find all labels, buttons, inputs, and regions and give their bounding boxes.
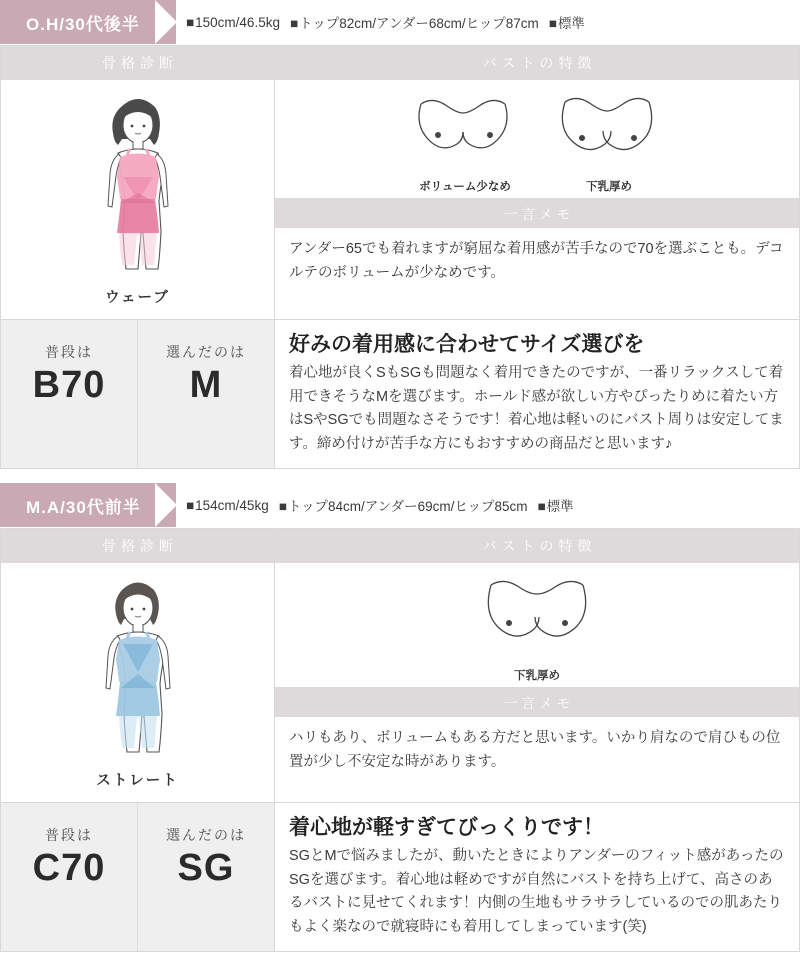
stat-text: 標準 xyxy=(546,499,574,515)
bust-illustrations xyxy=(275,563,799,687)
table-head-row xyxy=(1,46,799,80)
table-body-row xyxy=(1,80,799,319)
chosen-size-cell xyxy=(137,803,274,951)
bust-item xyxy=(405,90,525,194)
comment-box xyxy=(275,803,799,951)
bust-shape-icon xyxy=(475,573,599,665)
review-block-2 xyxy=(0,483,800,952)
stat-text: トップ82cm/アンダー68cm/ヒップ87cm xyxy=(299,16,539,31)
section-title-skeleton: 骨格診断 xyxy=(1,529,274,563)
comment-title: 好みの着用感に合わせてサイズ選びを xyxy=(289,333,645,356)
review-table xyxy=(0,528,800,952)
section-title-bust: バストの特徴 xyxy=(275,46,799,80)
bust-item xyxy=(475,573,599,683)
chosen-size-label: 選んだのは xyxy=(166,344,246,360)
stat-item xyxy=(549,12,585,32)
chosen-size-cell xyxy=(137,320,274,468)
memo-title: 一言メモ xyxy=(275,198,799,228)
stat-text: トップ84cm/アンダー69cm/ヒップ85cm xyxy=(287,499,528,515)
square-marker-icon: ■ xyxy=(537,499,546,515)
comment-text: SGとMで悩みましたが、動いたときによりアンダーのフィット感があったのSGを選びます。着心地は軽めですが自然にバストを持ち上げて、高さのあるバストに見せてくれます！内側の生地もサラサラしているのでの肌あたりもよく楽なので就寝時にも着用してしまっています(笑) xyxy=(289,848,784,935)
person-header xyxy=(0,483,800,528)
block-separator xyxy=(0,469,800,483)
chosen-size-value: M xyxy=(189,364,223,406)
usual-size-cell xyxy=(1,803,137,951)
wave-body-illustration xyxy=(63,85,213,280)
stat-text: 標準 xyxy=(557,16,585,31)
person-stats xyxy=(176,0,800,44)
bust-caption: 下乳厚め xyxy=(586,181,632,193)
bust-shape-icon xyxy=(405,90,525,176)
review-table xyxy=(0,45,800,469)
table-body-row xyxy=(1,563,799,802)
size-comment-row xyxy=(1,802,799,951)
bust-item xyxy=(549,90,669,194)
usual-size-value: C70 xyxy=(32,847,106,890)
bust-caption: ボリューム少なめ xyxy=(419,181,511,193)
bust-column xyxy=(275,529,799,563)
stat-item xyxy=(290,12,539,32)
square-marker-icon: ■ xyxy=(548,16,557,31)
body-figure-cell xyxy=(1,80,275,319)
person-header xyxy=(0,0,800,45)
usual-size-value: B70 xyxy=(32,364,106,406)
review-block-1 xyxy=(0,0,800,469)
memo-title: 一言メモ xyxy=(275,687,799,717)
square-marker-icon: ■ xyxy=(186,497,195,513)
usual-size-label: 普段は xyxy=(45,827,93,844)
memo-text: アンダー65でも着れますが窮屈な着用感が苦手なので70を選ぶことも。デコルテのボリュームが少なめです。 xyxy=(289,241,784,281)
body-figure xyxy=(1,90,274,280)
stat-text: 150cm/46.5kg xyxy=(195,14,280,30)
size-box xyxy=(1,803,275,951)
person-stats xyxy=(176,483,800,527)
section-title-bust: バストの特徴 xyxy=(275,529,799,563)
skeleton-column xyxy=(1,529,275,563)
body-figure xyxy=(1,573,274,763)
bust-illustrations xyxy=(275,80,799,198)
stat-text: 154cm/45kg xyxy=(195,497,269,513)
skeleton-column xyxy=(1,46,275,80)
body-figure-cell xyxy=(1,563,275,802)
square-marker-icon: ■ xyxy=(289,16,299,31)
bust-column xyxy=(275,46,799,80)
table-head-row xyxy=(1,529,799,563)
straight-body-illustration xyxy=(63,568,213,763)
bust-memo-cell xyxy=(275,563,799,802)
square-marker-icon: ■ xyxy=(278,499,287,515)
stat-item xyxy=(538,495,574,515)
usual-size-cell xyxy=(1,320,137,468)
memo-text: ハリもあり、ボリュームもある方だと思います。いかり肩なので肩ひもの位置が少し不安定な時があります。 xyxy=(289,730,781,771)
stat-item xyxy=(279,495,528,515)
bust-memo-cell xyxy=(275,80,799,319)
square-marker-icon: ■ xyxy=(186,14,195,30)
comment-box xyxy=(275,320,799,468)
comment-text: 着心地が良くSもSGも問題なく着用できたのですが、一番リラックスして着用できそうなMを選びます。ホールド感が欲しい方やぴったりめに着たい方はSやSGでも問題なさそうです！着心地は軽いのにバスト周りは安定してます。締め付けが苦手な方にもおすすめの商品だと思います♪ xyxy=(289,365,784,452)
chosen-size-label: 選んだのは xyxy=(166,827,246,844)
bust-shape-icon xyxy=(549,90,669,176)
person-name: O.H/30代後半 xyxy=(0,0,176,44)
usual-size-label: 普段は xyxy=(45,344,93,360)
comment-title: 着心地が軽すぎてびっくりです！ xyxy=(289,816,604,840)
stat-item xyxy=(186,15,280,30)
body-type-label: ストレート xyxy=(96,773,179,790)
person-name: M.A/30代前半 xyxy=(0,483,176,527)
size-box xyxy=(1,320,275,468)
size-comment-row xyxy=(1,319,799,468)
bust-caption: 下乳厚め xyxy=(514,670,560,683)
section-title-skeleton: 骨格診断 xyxy=(1,46,274,80)
stat-item xyxy=(186,498,269,513)
body-type-label: ウェーブ xyxy=(105,290,170,306)
chosen-size-value: SG xyxy=(177,847,235,890)
